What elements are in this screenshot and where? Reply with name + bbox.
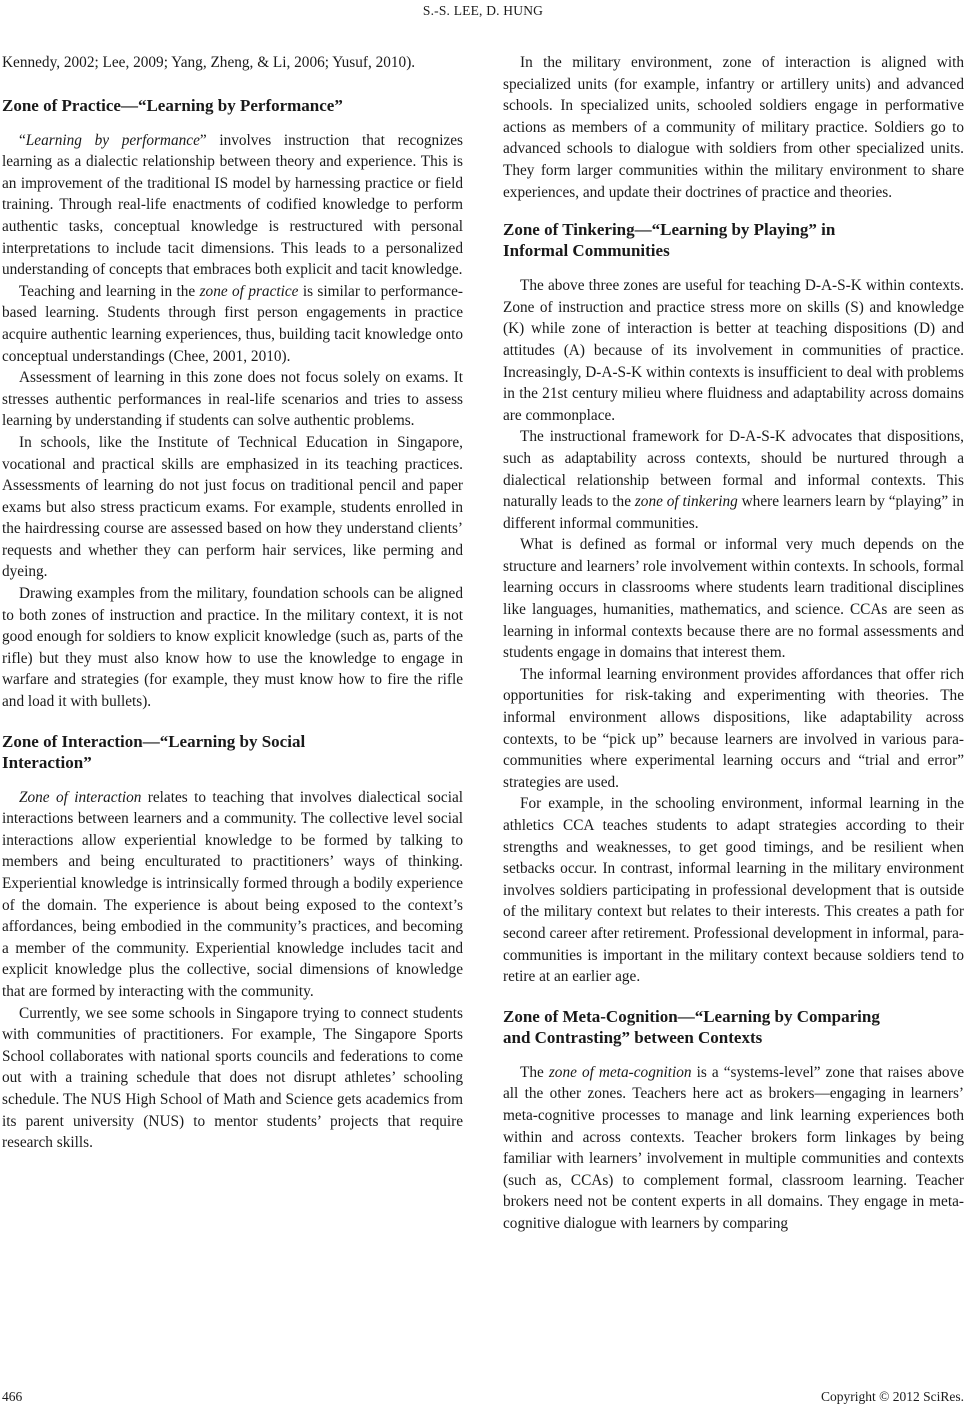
paragraph-three-zones: The above three zones are useful for teaching D-A-S-K within contexts. Zone of instruction and practice stress more on skills (S) and knowledge (K) while zone of interaction is better at teaching dispositions (D) and attitudes (A) because of its involvement in communities of practice. Increasingly, D-A-S-K within contexts is insufficient to deal with problems in the 21st century milieu where fluidness and adaptability across domains are commonplace. [503, 277, 964, 424]
left-column [2, 52, 463, 1154]
heading-line: Interaction” [2, 752, 92, 772]
paragraph-continuation: Kennedy, 2002; Lee, 2009; Yang, Zheng, & Li, 2006; Yusuf, 2010). [2, 54, 416, 71]
page-number: 466 [2, 1389, 23, 1404]
heading-line: Zone of Meta-Cognition—“Learning by Comparing [503, 1006, 880, 1026]
text-run: Teaching and learning in the [19, 282, 200, 300]
copyright-notice: Copyright © 2012 SciRes. [820, 1389, 964, 1404]
text-run: ” involves instruction that recognizes learning as a dialectic relationship between theory and experience. This is an improvement of the traditional IS model by harnessing practice or field training. Through real-life enactments of codified knowledge to perform authentic tasks, conceptual knowledge is restructured with personal interpretations to include tacit dimensions. This leads to a personalized understanding of concepts that embraces both explicit and tacit knowledge. [2, 131, 463, 279]
heading-zone-of-tinkering [503, 219, 964, 261]
paragraph-zone-of-interaction [2, 787, 463, 1003]
text-run: The instructional framework for D-A-S-K advocates that dispositions, such as adaptability across contexts, should be nurtured through a dialectical relationship between formal and informal contexts. This naturally leads to the [503, 428, 964, 511]
heading-zone-of-interaction [2, 731, 463, 773]
paragraph-zone-of-meta-cognition [503, 1062, 964, 1235]
paragraph-singapore-schools: Currently, we see some schools in Singapore trying to connect students with communities of practitioners. For example, The Singapore Sports School collaborates with national sports councils and federations to come out with a training schedule that does not disrupt athletes’ schooling schedule. The NUS High School of Math and Science gets academics from its parent university (NUS) to mentor students’ projects that require research skills. [2, 1004, 463, 1152]
paragraph-informal-environment: The informal learning environment provides affordances that offer rich opportunities for risk-taking and experimenting with theories. The informal environment allows dispositions, like adaptability across contexts, to be “pick up” because learners are involved in various para-communities where experimental learning occurs and “trial and error” strategies are used. [503, 665, 964, 791]
heading-zone-of-meta-cognition [503, 1006, 964, 1048]
text-run: relates to teaching that involves dialectical social interactions between learners and a community. The collective level social interactions allow experiential knowledge to be formed by talking to members and being enculturated to practitioners’ ways of thinking. Experiential knowledge is intrinsically formed through a bodily experience of the domain. The experience is about being exposed to the context’s affordances, being embodied in the community’s practices, and becoming a member of the community. Experiential knowledge includes tacit and explicit knowledge plus the collective, social dimensions of knowledge that are formed by interacting with the community. [2, 788, 463, 1000]
emphasis: Learning by performance [25, 131, 200, 149]
heading-line: and Contrasting” between Contexts [503, 1027, 763, 1047]
text-run: is similar to performance-based learning. Students through first person engagements in practice acquire authentic learning experiences, thus, building tacit knowledge onto conceptual understandings (Chee, 2001, 2010). [2, 282, 463, 365]
paragraph-learning-by-performance [2, 130, 463, 281]
emphasis: zone of practice [199, 282, 299, 300]
text-run: is a “systems-level” zone that raises above all the other zones. Teachers here act as brokers—engaging in learners’ meta-cognitive processes to manage and link learning experiences both within and across contexts. Teacher brokers form linkages by being familiar with learners’ involvement in multiple communities and contexts (such as, CCAs) to complement formal, classroom learning. Teacher brokers need not be content experts in all domains. They engage in meta-cognitive dialogue with learners by comparing [503, 1063, 965, 1232]
paragraph-athletics-example: For example, in the schooling environment, informal learning in the athletics CCA teaches students to adapt strategies according to their strengths and weaknesses, to get good timings, and be resilient when setbacks occur. In contrast, informal learning in the military environment involves soldiers participating in professional development that is outside of the military context but relates to their interests. This creates a path for second career after retirement. Professional development in informal, para-communities is important in the military context because soldiers tend to retire at an earlier age. [503, 795, 964, 986]
paragraph-assessment: Assessment of learning in this zone does not focus solely on exams. It stresses authentic performances in real-life scenarios and tries to assess learning by understanding if students can solve authentic problems. [2, 369, 463, 430]
heading-line: Informal Communities [503, 241, 670, 261]
paragraph-instructional-framework [503, 426, 964, 534]
heading-line: Zone of Interaction—“Learning by Social [2, 731, 306, 751]
emphasis: zone of tinkering [634, 493, 738, 511]
paragraph-ite-schools: In schools, like the Institute of Technical Education in Singapore, vocational and practical skills are emphasized in its teaching practices. Assessments of learning do not just focus on traditional pencil and paper exams but also stress practicum exams. For example, students enrolled in the hairdressing course are assessed based on how they understand clients’ requests and whether they can perform hair services, like perming and dyeing. [2, 433, 463, 581]
paragraph-military-environment: In the military environment, zone of interaction is aligned with specialized units (for example, infantry or artillery units) and advanced schools. In specialized units, schooled soldiers engage in performative actions as members of a community of military practice. Soldiers go to advanced schools to dialogue with soldiers from other specialized units. They form larger communities within the military environment to share experiences, and update their doctrines of practice and theories. [503, 54, 964, 201]
text-run: “ [19, 131, 26, 149]
running-head: S.-S. LEE, D. HUNG [422, 3, 544, 18]
emphasis: Zone of interaction [19, 788, 142, 806]
heading-zone-of-practice: Zone of Practice—“Learning by Performance” [2, 95, 343, 115]
heading-line: Zone of Tinkering—“Learning by Playing” in [503, 220, 836, 240]
paragraph-teaching-in-zone-of-practice [2, 281, 463, 367]
text-run: where learners learn by “playing” in different informal communities. [503, 493, 964, 532]
right-column [503, 52, 964, 1235]
emphasis: zone of meta-cognition [548, 1063, 692, 1081]
paragraph-military-examples: Drawing examples from the military, foundation schools can be aligned to both zones of instruction and practice. In the military context, it is not good enough for soldiers to know explicit knowledge (such as, parts of the rifle) but they must also know how to use the knowledge to engage in warfare and strategies (for example, they must know how to fire the rifle and load it with bullets). [2, 585, 463, 711]
paragraph-formal-informal: What is defined as formal or informal very much depends on the structure and learners’ role involvement within contexts. In schools, formal learning occurs in classrooms where students learn traditional disciplines like languages, humanities, mathematics, and science. CCAs are seen as learning in informal contexts because there are no formal assessments and students engage in domains that interest them. [503, 536, 964, 662]
text-run: The [520, 1063, 549, 1081]
